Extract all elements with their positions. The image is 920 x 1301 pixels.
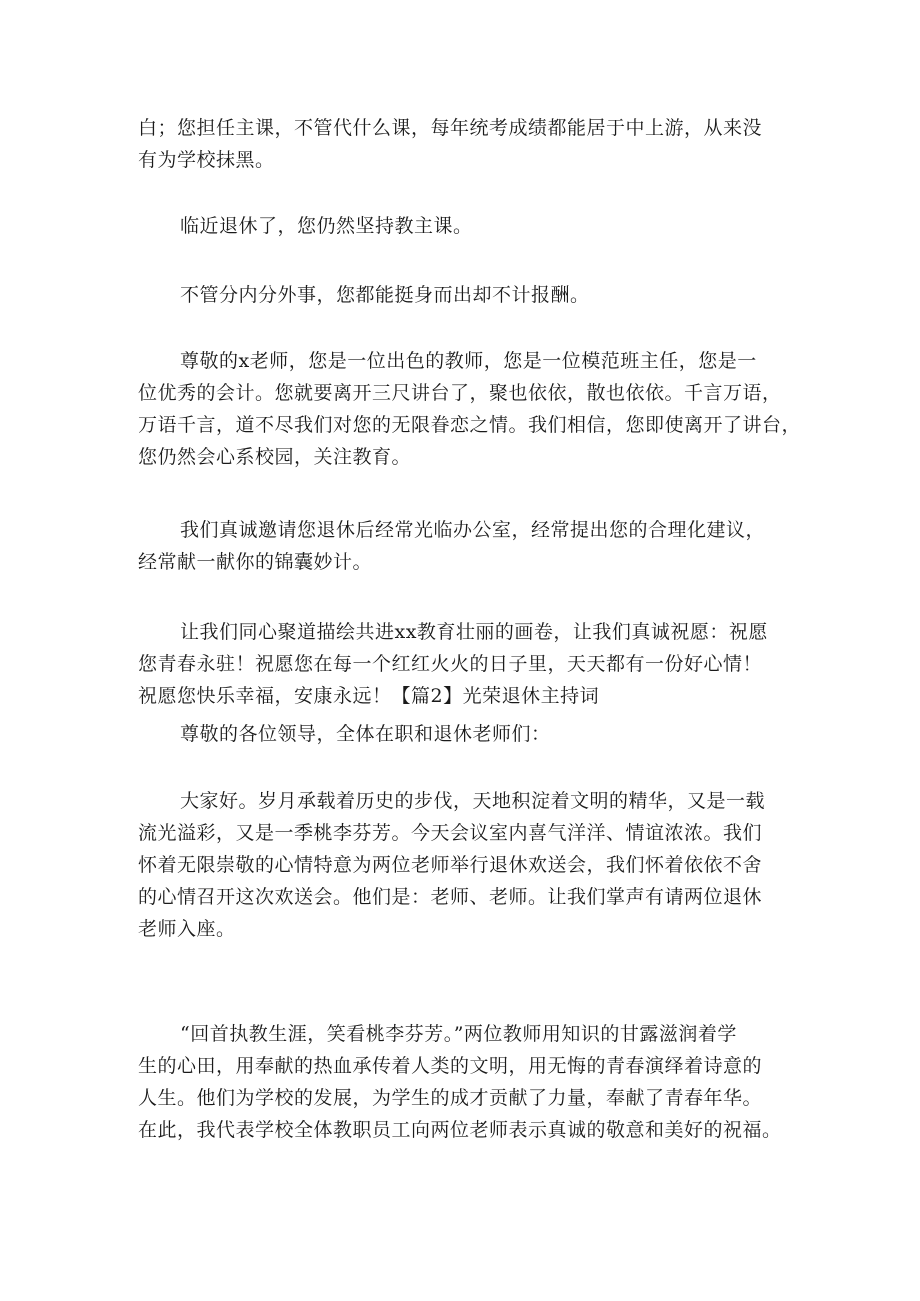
paragraph-line: 我们真诚邀请您退休后经常光临办公室，经常提出您的合理化建议， xyxy=(180,519,766,541)
paragraph-line: 临近退休了，您仍然坚持教主课。 xyxy=(180,215,473,237)
paragraph-4 xyxy=(138,345,802,473)
paragraph-line: 白；您担任主课，不管代什么课，每年统考成绩都能居于中上游，从来没 xyxy=(138,117,763,139)
paragraph-line: 经常献一献你的锦囊妙计。 xyxy=(138,551,373,573)
paragraph-line: 在此，我代表学校全体教职员工向两位老师表示真诚的敬意和美好的祝福。 xyxy=(138,1119,782,1141)
paragraph-8 xyxy=(138,785,798,945)
paragraph-5 xyxy=(138,514,798,578)
paragraph-line: 怀着无限崇敬的心情特意为两位老师举行退休欢送会，我们怀着依依不舍 xyxy=(138,854,763,876)
paragraph-line: 流光溢彩，又是一季桃李芬芳。今天会议室内喜气洋洋、情谊浓浓。我们 xyxy=(138,822,763,844)
paragraph-9 xyxy=(138,1018,798,1146)
paragraph-line: 人生。他们为学校的发展，为学生的成才贡献了力量，奉献了青春年华。 xyxy=(138,1087,763,1109)
paragraph-line: 您青春永驻！祝愿您在每一个红红火火的日子里，天天都有一份好心情！ xyxy=(138,653,763,675)
paragraph-line: 位优秀的会计。您就要离开三尺讲台了，聚也依依，散也依依。千言万语， xyxy=(138,382,782,404)
paragraph-7 xyxy=(138,718,798,750)
paragraph-line: “回首执教生涯，笑看桃李芬芳。”两位教师用知识的甘露滋润着学 xyxy=(180,1023,737,1045)
paragraph-line: 祝愿您快乐幸福，安康永远！【篇2】光荣退休主持词 xyxy=(138,685,600,707)
paragraph-line: 有为学校抹黑。 xyxy=(138,149,275,171)
paragraph-line: 老师入座。 xyxy=(138,918,236,940)
paragraph-6 xyxy=(138,616,798,712)
paragraph-1 xyxy=(138,112,798,176)
paragraph-line: 的心情召开这次欢送会。他们是：老师、老师。让我们掌声有请两位退休 xyxy=(138,886,763,908)
paragraph-line: 大家好。岁月承载着历史的步伐，天地积淀着文明的精华，又是一载 xyxy=(180,790,766,812)
paragraph-line: 尊敬的各位领导，全体在职和退休老师们： xyxy=(180,723,551,745)
paragraph-line: 尊敬的x老师，您是一位出色的教师，您是一位模范班主任，您是一 xyxy=(180,350,757,372)
paragraph-line: 万语千言，道不尽我们对您的无限眷恋之情。我们相信，您即使离开了讲台， xyxy=(138,414,802,436)
paragraph-line: 不管分内分外事，您都能挺身而出却不计报酬。 xyxy=(180,284,590,306)
paragraph-line: 生的心田，用奉献的热血承传着人类的文明，用无悔的青春演绎着诗意的 xyxy=(138,1055,763,1077)
paragraph-line: 让我们同心聚道描绘共进xx教育壮丽的画卷，让我们真诚祝愿：祝愿 xyxy=(180,621,768,643)
paragraph-line: 您仍然会心系校园，关注教育。 xyxy=(138,446,412,468)
paragraph-2 xyxy=(138,210,798,242)
paragraph-3 xyxy=(138,279,798,311)
